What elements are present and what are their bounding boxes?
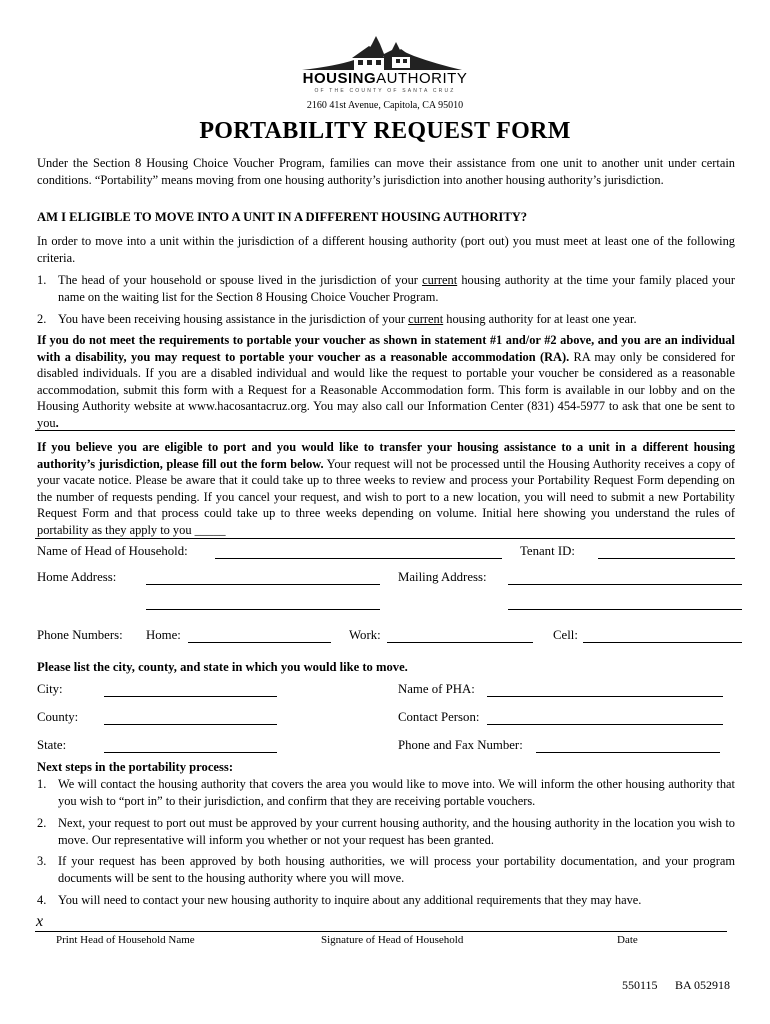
organization-name: HOUSINGAUTHORITY (302, 70, 468, 87)
contact-person-label: Contact Person: (398, 710, 480, 724)
home-phone-label: Home: (146, 628, 181, 642)
mailing-address-field-line-2[interactable] (508, 597, 742, 610)
state-label: State: (37, 738, 67, 752)
cell-phone-field[interactable] (583, 630, 742, 643)
organization-subtitle: OF THE COUNTY OF SANTA CRUZ (314, 88, 456, 94)
signature-line[interactable] (35, 931, 727, 932)
divider (35, 538, 735, 539)
pha-name-label: Name of PHA: (398, 682, 475, 696)
home-phone-field[interactable] (188, 630, 331, 643)
head-of-household-field[interactable] (215, 546, 502, 559)
reasonable-accommodation-notice: If you do not meet the requirements to portable your voucher as shown in statement #1 and/or #2 above, and you are an individual with a disability, you may request to portable your voucher as a reasonable accommodation (RA). RA may only be considered for disabled individuals. If you are a disabled individual and would like the request to portable your voucher be considered as a reasonable accommodation, submit this form with a Request for a Reasonable Accommodation form. This form is available in our lobby and on the Housing Authority website at www.hacosantacruz.org. You may also call our Information Center (831) 454-5977 to ask that one be sent to you. (37, 333, 735, 430)
intro-paragraph: Under the Section 8 Housing Choice Voucher Program, families can move their assistance from one unit to another unit under certain conditions. “Portability” means moving from one housing authority’s jurisdiction into another housing authority’s jurisdiction. (37, 156, 735, 187)
next-step-item: 2. Next, your request to port out must be approved by your current housing authority, and the housing authority in the location you wish to move. Our representative will inform you whether or not your request has been granted. (37, 816, 735, 847)
tenant-id-label: Tenant ID: (520, 544, 575, 558)
head-of-household-label: Name of Head of Household: (37, 544, 188, 558)
eligibility-lead: In order to move into a unit within the jurisdiction of a different housing authority (port out) you must meet at least one of the following criteria. (37, 234, 735, 265)
home-address-field[interactable] (146, 572, 380, 585)
next-step-item: 1. We will contact the housing authority that covers the area you would like to move into. We will inform the other housing authority that you wish to “port in” to their jurisdiction, and confirm that they are receiving portable vouchers. (37, 777, 735, 808)
organization-address: 2160 41st Avenue, Capitola, CA 95010 (306, 100, 464, 111)
next-step-item: 3. If your request has been approved by both housing authorities, we will process your portability documentation, and your program documents will be sent to the housing authority where you will move. (37, 854, 735, 885)
city-label: City: (37, 682, 63, 696)
form-number: 550115 (622, 978, 658, 992)
eligibility-heading: AM I ELIGIBLE TO MOVE INTO A UNIT IN A DIFFERENT HOUSING AUTHORITY? (37, 210, 528, 224)
home-address-field-line-2[interactable] (146, 597, 380, 610)
work-phone-field[interactable] (387, 630, 533, 643)
destination-heading: Please list the city, county, and state in which you would like to move. (37, 660, 408, 674)
county-field[interactable] (104, 712, 277, 725)
tenant-id-field[interactable] (598, 546, 735, 559)
signature-label: Signature of Head of Household (321, 934, 464, 946)
state-field[interactable] (104, 740, 277, 753)
date-label: Date (617, 934, 638, 946)
revision-code: BA 052918 (675, 978, 731, 992)
mailing-address-field[interactable] (508, 572, 742, 585)
phone-fax-field[interactable] (536, 740, 720, 753)
divider (35, 430, 735, 431)
contact-person-field[interactable] (487, 712, 723, 725)
mailing-address-label: Mailing Address: (398, 570, 487, 584)
eligibility-item: 1. The head of your household or spouse lived in the jurisdiction of your current housing authority at the time your family placed your name on the waiting list for the Section 8 Housing Choice Voucher Program. (37, 273, 735, 304)
signature-x-mark: x (36, 913, 44, 930)
print-name-label: Print Head of Household Name (56, 934, 195, 946)
work-phone-label: Work: (349, 628, 381, 642)
next-steps-heading: Next steps in the portability process: (37, 760, 234, 774)
phone-numbers-label: Phone Numbers: (37, 628, 123, 642)
pha-name-field[interactable] (487, 684, 723, 697)
county-label: County: (37, 710, 79, 724)
home-address-label: Home Address: (37, 570, 117, 584)
initial-field[interactable]: _____ (191, 522, 226, 537)
port-request-notice: If you believe you are eligible to port and you would like to transfer your housing assistance to a unit in a different housing authority’s jurisdiction, please fill out the form below. Your request will not be processed until the Housing Authority receives a copy of your vacate notice. Please be aware that it could take up to three weeks to review and process your Portability Request Form depending on the number of requests pending. If you cancel your request, and wish to port to a new location, you will need to submit a new Portability Request Form and that process could take up to three weeks depending on volume. Initial here showing you understand the rules of portability as they apply to you _____ (37, 440, 735, 537)
next-step-item: 4. You will need to contact your new housing authority to inquire about any additional requirements that they may have. (37, 893, 642, 907)
form-title: PORTABILITY REQUEST FORM (199, 118, 571, 144)
cell-phone-label: Cell: (553, 628, 578, 642)
eligibility-item: 2. You have been receiving housing assistance in the jurisdiction of your current housing authority for at least one year. (37, 312, 637, 326)
phone-fax-label: Phone and Fax Number: (398, 738, 523, 752)
city-field[interactable] (104, 684, 277, 697)
